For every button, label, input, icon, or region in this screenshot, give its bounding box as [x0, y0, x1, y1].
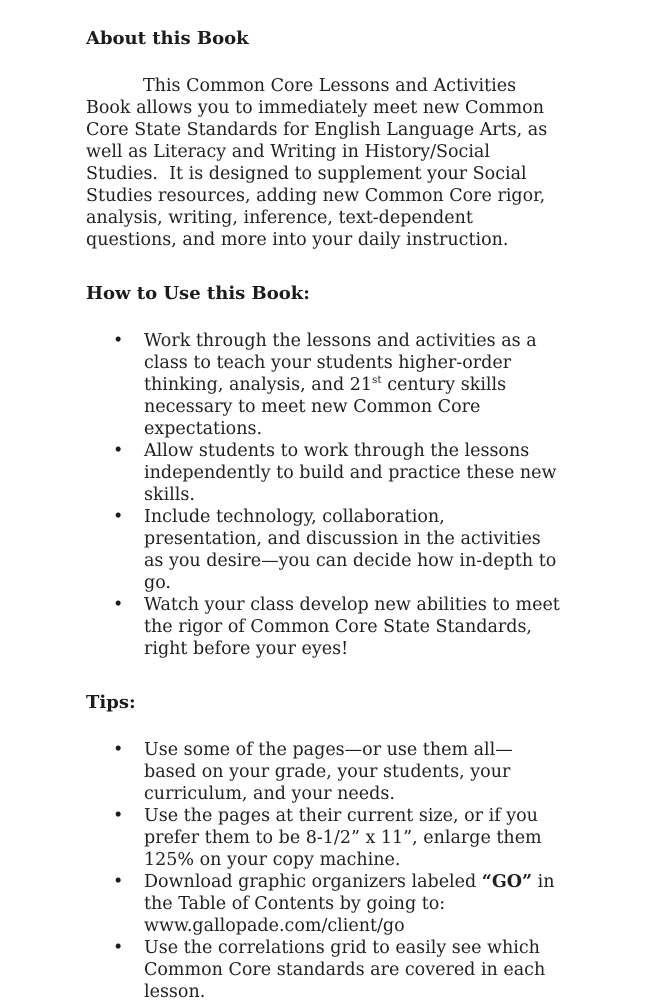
list-item-text: Download graphic organizers labeled	[144, 872, 482, 892]
how-to-use-list	[86, 330, 563, 660]
section-heading-tips: Tips:	[86, 692, 136, 713]
list-item-text: Allow students to work through the lessons independently to build and practice these new skills.	[144, 441, 557, 505]
list-item	[144, 440, 563, 506]
list-item	[144, 330, 563, 440]
about-paragraph: This Common Core Lessons and Activities Book allows you to immediately meet new Common Core State Standards for English Language Arts, as well as Literacy and Writing in History/Social Studies. It is designed to supplement your Social Studies resources, adding new Common Core rigor, analysis, writing, inference, text-dependent questions, and more into your daily instruction.	[86, 76, 548, 250]
ordinal-superscript: st	[372, 374, 382, 387]
go-label: “GO”	[481, 872, 533, 892]
list-item-text: Use the correlations grid to easily see which Common Core standards are covered in each lesson.	[144, 938, 546, 1000]
section-heading-how-to-use: How to Use this Book:	[86, 283, 310, 304]
list-item	[144, 506, 563, 594]
tips-list	[86, 739, 563, 1000]
list-item-text: Include technology, collaboration, presentation, and discussion in the activities as you desire—you can decide how in-depth to go.	[144, 507, 557, 593]
list-item-text: Use some of the pages—or use them all—based on your grade, your students, your curriculum, and your needs.	[144, 740, 513, 804]
list-item-text: Work through the lessons and activities as a class to teach your students higher-order thinking, analysis, and 21	[144, 331, 537, 395]
list-item	[144, 937, 563, 1000]
list-item	[144, 739, 563, 805]
list-item-text: Use the pages at their current size, or if you prefer them to be 8-1/2” x 11”, enlarge them 125% on your copy machine.	[144, 806, 542, 870]
list-item	[144, 871, 563, 937]
list-item-text: in the Table of Contents by going to: www.gallopade.com/client/go	[144, 872, 555, 936]
list-item	[144, 805, 563, 871]
list-item-text: century skills necessary to meet new Common Core expectations.	[144, 375, 507, 439]
section-heading-about: About this Book	[86, 28, 249, 49]
list-item-text: Watch your class develop new abilities to meet the rigor of Common Core State Standards, right before your eyes!	[144, 595, 560, 659]
list-item	[144, 594, 563, 660]
